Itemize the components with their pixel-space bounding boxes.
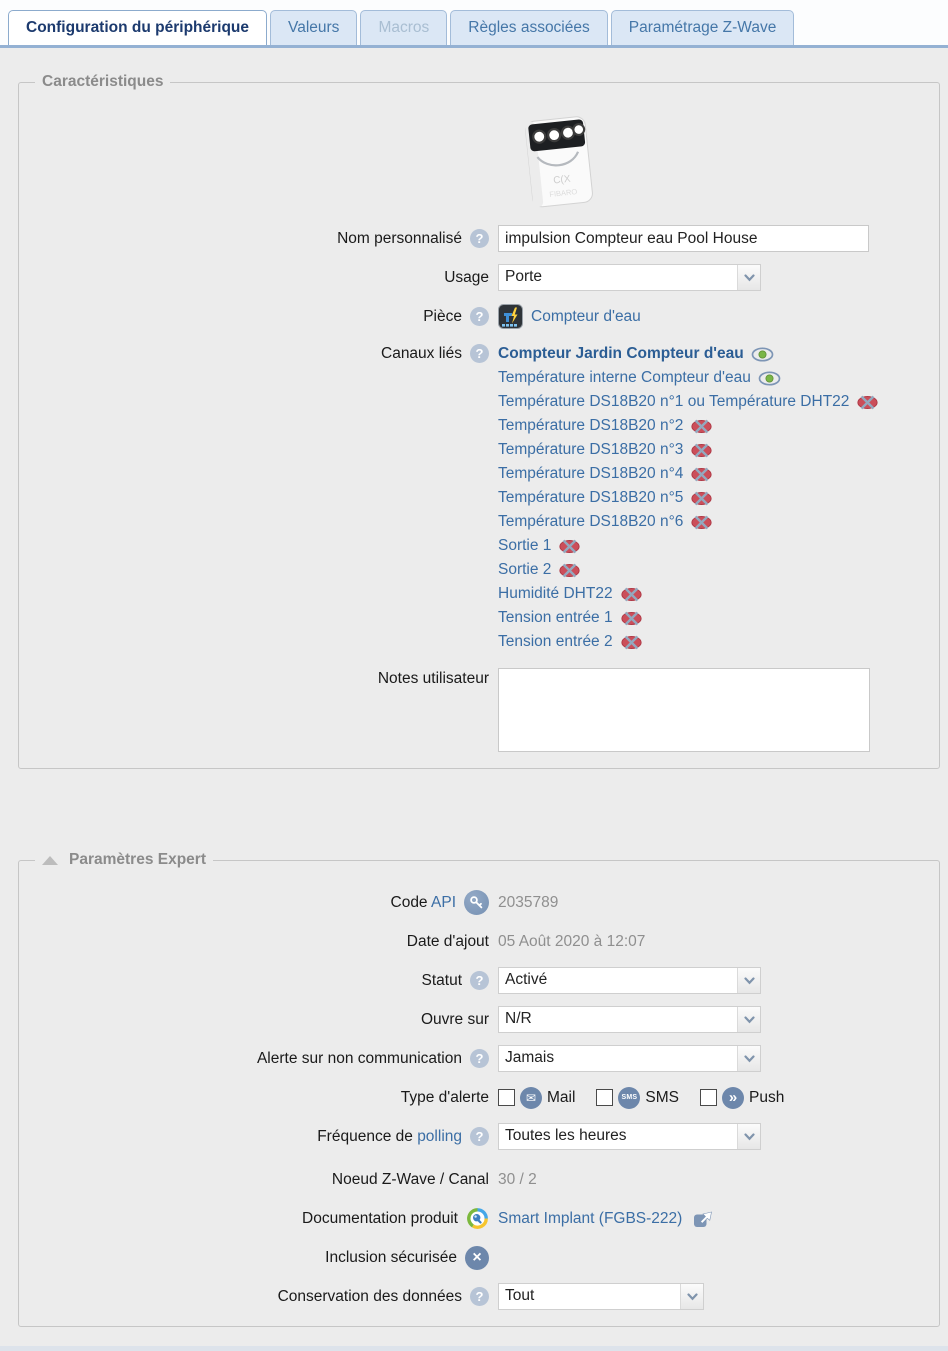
chevron-down-icon [737, 968, 760, 993]
channel-link[interactable]: Température DS18B20 n°6 [498, 513, 684, 530]
push-checkbox[interactable] [700, 1089, 717, 1106]
custom-name-row [29, 225, 929, 252]
documentation-label: Documentation produit [302, 1209, 458, 1227]
alert-option-mail [498, 1087, 575, 1109]
custom-name-label: Nom personnalisé [337, 229, 462, 247]
eye-visible-icon[interactable] [758, 371, 781, 386]
eye-hidden-icon[interactable] [690, 443, 713, 458]
eye-hidden-icon[interactable] [856, 395, 879, 410]
linked-channel-item [498, 510, 879, 534]
tab-2: Macros [360, 10, 447, 45]
room-link[interactable]: Compteur d'eau [531, 307, 641, 325]
linked-channel-item [498, 438, 879, 462]
usage-row [29, 264, 929, 291]
data-retention-select-value: Tout [505, 1287, 535, 1304]
secure-inclusion-label: Inclusion sécurisée [325, 1248, 457, 1266]
expert-legend [35, 851, 213, 869]
expert-legend-text: Paramètres Expert [69, 851, 206, 868]
not-secure-x-icon: × [465, 1246, 489, 1270]
push-label: Push [749, 1088, 785, 1106]
polling-row [29, 1123, 929, 1150]
linked-channels-list [498, 342, 879, 654]
no-comm-alert-select-value: Jamais [505, 1049, 555, 1066]
push-icon: » [722, 1087, 744, 1109]
eye-hidden-icon[interactable] [620, 611, 643, 626]
linked-channels-label: Canaux liés [381, 344, 462, 362]
linked-channel-item [498, 462, 879, 486]
eye-hidden-icon[interactable] [690, 491, 713, 506]
opens-on-label: Ouvre sur [420, 1010, 489, 1028]
help-icon[interactable]: ? [470, 971, 489, 990]
opens-on-row [29, 1006, 929, 1033]
linked-channel-item [498, 414, 879, 438]
channel-link[interactable]: Température DS18B20 n°3 [498, 441, 684, 458]
characteristics-legend [35, 73, 170, 91]
alert-option-push [700, 1087, 784, 1109]
usage-select-value: Porte [505, 268, 543, 285]
opens-on-select-value: N/R [505, 1010, 532, 1027]
status-select[interactable] [498, 967, 761, 994]
room-label: Pièce [423, 307, 462, 325]
opens-on-select[interactable] [498, 1006, 761, 1033]
channel-link[interactable]: Température DS18B20 n°2 [498, 417, 684, 434]
no-comm-alert-label: Alerte sur non communication [256, 1049, 462, 1067]
channel-link[interactable]: Température interne Compteur d'eau [498, 369, 751, 386]
eye-hidden-icon[interactable] [558, 539, 581, 554]
zwave-node-value: 30 / 2 [498, 1170, 537, 1188]
svg-text:FIBARO: FIBARO [548, 187, 578, 199]
data-retention-label: Conservation des données [277, 1287, 462, 1305]
channel-link[interactable]: Température DS18B20 n°4 [498, 465, 684, 482]
linked-channel-item [498, 558, 879, 582]
eye-hidden-icon[interactable] [690, 515, 713, 530]
sms-checkbox[interactable] [596, 1089, 613, 1106]
svg-text:C(X: C(X [552, 173, 572, 187]
linked-channels-row [29, 342, 929, 654]
sms-label: SMS [645, 1088, 680, 1106]
chevron-down-icon [680, 1284, 703, 1309]
help-icon[interactable]: ? [470, 1287, 489, 1306]
custom-name-input[interactable] [498, 225, 869, 252]
room-row [29, 303, 929, 330]
tab-4[interactable]: Paramétrage Z-Wave [611, 10, 795, 45]
linked-channel-item [498, 390, 879, 414]
api-link[interactable]: API [431, 893, 456, 911]
status-label: Statut [421, 971, 462, 989]
alert-type-row [29, 1084, 929, 1111]
polling-select[interactable] [498, 1123, 761, 1150]
user-notes-textarea[interactable] [498, 668, 870, 752]
device-image [507, 111, 929, 213]
alert-option-sms [596, 1087, 679, 1109]
secure-inclusion-row [29, 1244, 929, 1271]
water-meter-room-icon [498, 304, 523, 329]
channel-link[interactable]: Sortie 2 [498, 561, 552, 578]
tab-bar [0, 0, 948, 48]
polling-link[interactable]: polling [417, 1127, 462, 1145]
footer-strip [0, 1346, 948, 1351]
channel-link[interactable]: Température DS18B20 n°1 ou Température DHT22 [498, 393, 850, 410]
characteristics-section [18, 73, 940, 769]
expert-section [18, 851, 940, 1327]
linked-channel-item [498, 534, 879, 558]
channel-link[interactable]: Tension entrée 2 [498, 633, 613, 650]
linked-channel-item [498, 366, 879, 390]
collapse-arrow-icon[interactable] [42, 856, 58, 865]
tab-3[interactable]: Règles associées [450, 10, 607, 45]
channel-link[interactable]: Température DS18B20 n°5 [498, 489, 684, 506]
api-code-value: 2035789 [498, 893, 559, 911]
tab-0[interactable]: Configuration du périphérique [8, 10, 267, 45]
mail-checkbox[interactable] [498, 1089, 515, 1106]
user-notes-label: Notes utilisateur [377, 670, 489, 687]
usage-label: Usage [444, 268, 489, 286]
polling-label: Fréquence de polling [317, 1127, 462, 1145]
chevron-down-icon [737, 1124, 760, 1149]
linked-channel-item [498, 582, 879, 606]
linked-channel-item [498, 486, 879, 510]
eye-hidden-icon[interactable] [620, 635, 643, 650]
help-icon[interactable]: ? [470, 229, 489, 248]
chevron-down-icon [737, 1046, 760, 1071]
eye-hidden-icon[interactable] [558, 563, 581, 578]
help-icon[interactable]: ? [470, 1049, 489, 1068]
user-notes-row [29, 668, 929, 752]
date-added-row [29, 928, 929, 955]
eye-hidden-icon[interactable] [620, 587, 643, 602]
status-select-value: Activé [505, 971, 548, 988]
documentation-link[interactable]: Smart Implant (FGBS-222) [498, 1209, 683, 1227]
usage-select[interactable] [498, 264, 761, 291]
zwave-node-label: Noeud Z-Wave / Canal [331, 1170, 489, 1188]
linked-channel-item [498, 630, 879, 654]
eye-hidden-icon[interactable] [690, 419, 713, 434]
documentation-row [29, 1205, 929, 1232]
zwave-node-row [29, 1166, 929, 1193]
no-comm-alert-select[interactable] [498, 1045, 761, 1072]
status-row [29, 967, 929, 994]
data-retention-select[interactable] [498, 1283, 704, 1310]
alert-type-label: Type d'alerte [400, 1088, 489, 1106]
api-code-row [29, 889, 929, 916]
api-code-label: Code API [390, 893, 456, 911]
channel-link[interactable]: Tension entrée 1 [498, 609, 613, 626]
linked-channel-item [498, 606, 879, 630]
linked-channel-item [498, 342, 879, 366]
date-added-label: Date d'ajout [406, 932, 489, 950]
polling-select-value: Toutes les heures [505, 1127, 627, 1144]
mail-icon: ✉ [520, 1087, 542, 1109]
tab-1[interactable]: Valeurs [270, 10, 357, 45]
channel-link[interactable]: Humidité DHT22 [498, 585, 613, 602]
date-added-value: 05 Août 2020 à 12:07 [498, 932, 646, 950]
api-key-icon[interactable] [464, 890, 489, 915]
eye-visible-icon[interactable] [751, 347, 774, 362]
help-icon[interactable]: ? [470, 344, 489, 363]
chevron-down-icon [737, 265, 760, 290]
data-retention-row [29, 1283, 929, 1310]
eye-hidden-icon[interactable] [690, 467, 713, 482]
external-link-icon[interactable] [693, 1210, 713, 1228]
doc-search-icon [466, 1207, 489, 1230]
no-comm-alert-row [29, 1045, 929, 1072]
channel-link[interactable]: Sortie 1 [498, 537, 552, 554]
help-icon[interactable]: ? [470, 307, 489, 326]
mail-label: Mail [547, 1088, 576, 1106]
chevron-down-icon [737, 1007, 760, 1032]
sms-icon: SMS [618, 1087, 640, 1109]
channel-link[interactable]: Compteur Jardin Compteur d'eau [498, 345, 744, 362]
help-icon[interactable]: ? [470, 1127, 489, 1146]
characteristics-legend-text: Caractéristiques [42, 73, 164, 90]
